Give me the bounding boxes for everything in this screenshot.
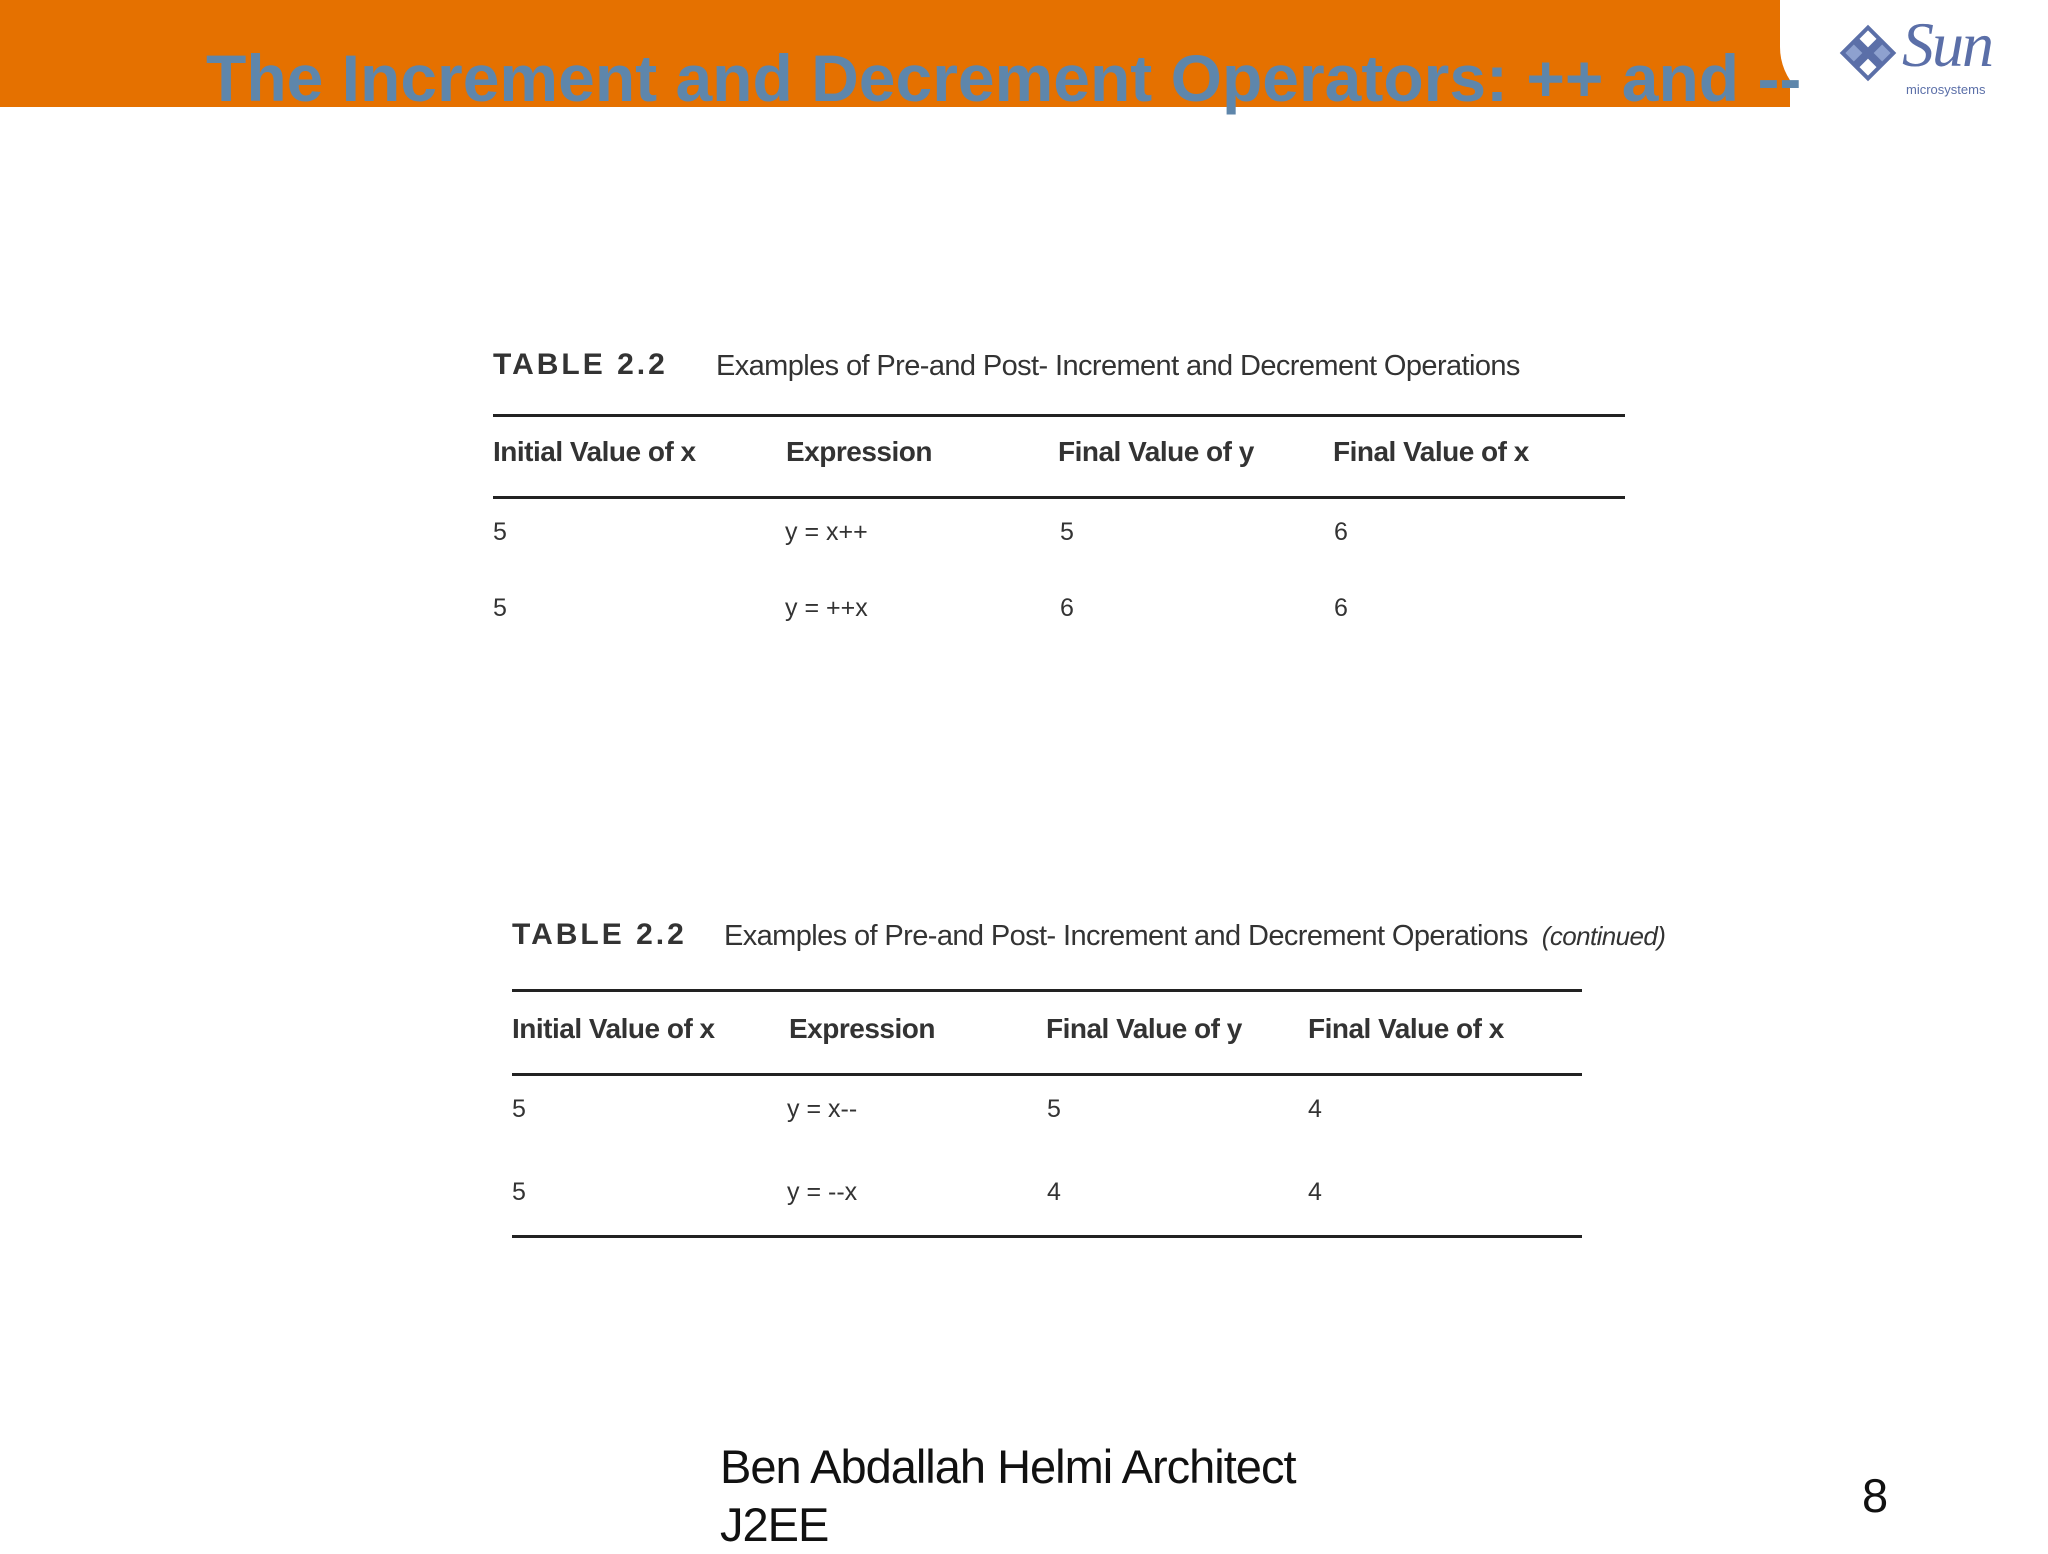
table-cell: y = ++x — [785, 594, 868, 622]
table-cell: 6 — [1334, 518, 1348, 546]
footer-author: Ben Abdallah Helmi Architect J2EE — [720, 1440, 1296, 1551]
sun-logo — [1838, 9, 2003, 102]
table-header-expression: Expression — [789, 1013, 935, 1044]
table-top-rule — [512, 989, 1582, 992]
table-cell: y = x++ — [785, 518, 868, 546]
table-cell: 4 — [1308, 1178, 1322, 1206]
table-cell: 6 — [1060, 594, 1074, 622]
table-top-rule — [493, 414, 1625, 417]
table-bottom-rule — [512, 1235, 1582, 1238]
table-header-initial-x: Initial Value of x — [493, 436, 696, 467]
table-cell: 4 — [1308, 1095, 1322, 1123]
table-cell: 5 — [493, 594, 507, 622]
page-number: 8 — [1862, 1469, 1889, 1522]
slide-title: The Increment and Decrement Operators: ++ and -- — [206, 41, 1802, 115]
table-header-initial-x: Initial Value of x — [512, 1013, 715, 1044]
table-header-final-x: Final Value of x — [1333, 436, 1529, 467]
sun-diamond-icon — [1838, 18, 1898, 88]
table-cell: 6 — [1334, 594, 1348, 622]
table-2 — [512, 918, 1666, 1240]
logo-subtext: microsystems — [1906, 82, 1986, 97]
table-cell: y = x-- — [787, 1095, 858, 1123]
table-cell: 5 — [512, 1095, 526, 1123]
logo-wordmark: Sun — [1902, 9, 1992, 80]
table-header-final-y: Final Value of y — [1046, 1013, 1242, 1044]
table-header-rule — [493, 496, 1625, 499]
table-header-expression: Expression — [786, 436, 932, 467]
table-header-final-x: Final Value of x — [1308, 1013, 1504, 1044]
table-cell: y = --x — [787, 1178, 858, 1206]
table-caption-continued: (continued) — [1541, 921, 1666, 951]
table-caption-main: Examples of Pre-and Post- Increment and Decrement Operations — [716, 350, 1520, 382]
table-1 — [493, 348, 1625, 648]
table-cell: 5 — [493, 518, 507, 546]
table-label: TABLE 2.2 — [493, 348, 668, 381]
table-caption-text — [716, 350, 1520, 383]
table-caption-text — [724, 920, 1665, 953]
table-cell: 5 — [1060, 518, 1074, 546]
table-cell: 5 — [512, 1178, 526, 1206]
table-header-rule — [512, 1073, 1582, 1076]
table-caption-main: Examples of Pre-and Post- Increment and Decrement Operations — [724, 920, 1528, 952]
table-header-final-y: Final Value of y — [1058, 436, 1254, 467]
table-cell: 5 — [1047, 1095, 1061, 1123]
table-cell: 4 — [1047, 1178, 1061, 1206]
table-label: TABLE 2.2 — [512, 918, 687, 951]
